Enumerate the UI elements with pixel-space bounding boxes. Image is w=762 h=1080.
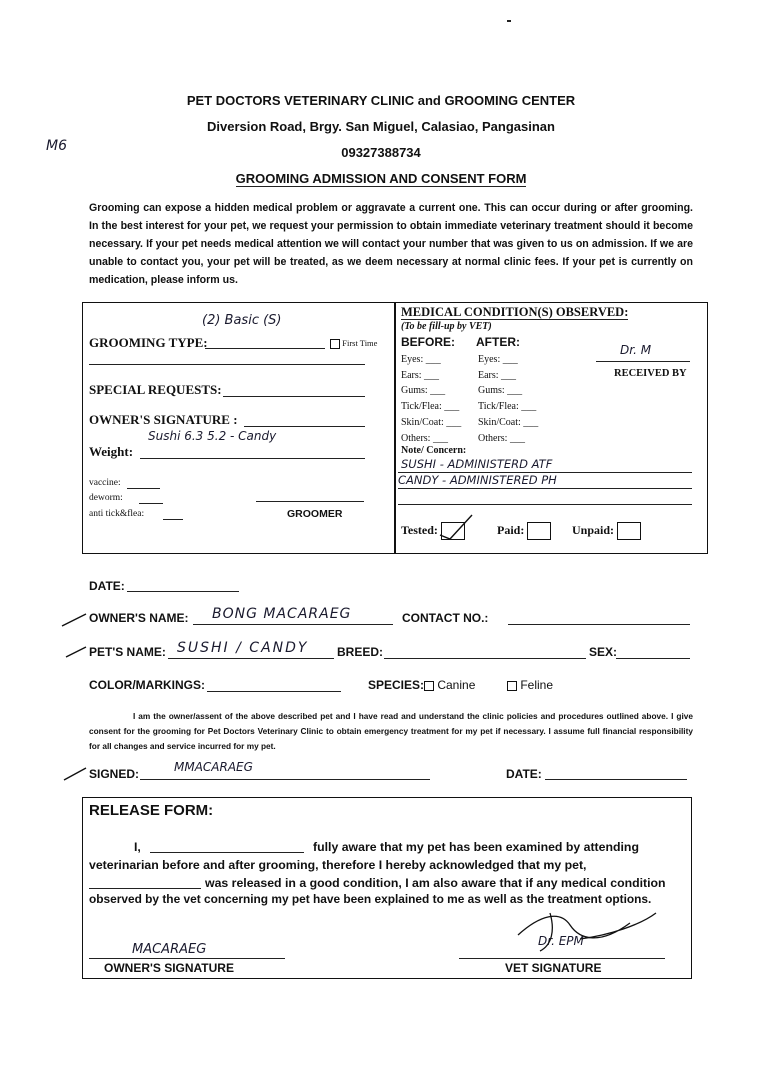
color-line[interactable] bbox=[207, 691, 341, 692]
owner-name-label: OWNER'S NAME: bbox=[89, 611, 189, 625]
clinic-name: PET DOCTORS VETERINARY CLINIC and GROOMING CENTER bbox=[186, 93, 576, 108]
received-by-label: RECEIVED BY bbox=[614, 368, 687, 379]
weight-label: Weight: bbox=[89, 444, 134, 459]
special-requests-label: SPECIAL REQUESTS: bbox=[89, 382, 222, 397]
form-title-text: GROOMING ADMISSION AND CONSENT FORM bbox=[235, 171, 527, 186]
tick-mark-icon bbox=[60, 612, 88, 628]
after-skin: Skin/Coat: ___ bbox=[478, 416, 539, 428]
vet-sig-line[interactable] bbox=[459, 958, 665, 959]
tested-checkbox[interactable] bbox=[441, 522, 465, 540]
release-text-1: fully aware that my pet has been examined by attending bbox=[313, 840, 639, 854]
after-eyes: Eyes: ___ bbox=[478, 354, 518, 365]
first-time-label: First Time bbox=[342, 338, 378, 348]
margin-note: M6 bbox=[46, 138, 67, 154]
intro-paragraph: Grooming can expose a hidden medical problem or aggravate a current one. This can occur during or after grooming. In the best interest for your pet, we request your permission to obtain immediate veterinary treatment should it become necessary. If your pet needs medical attention we will contact your number that was given to us on admission. If we are unable to contact you, your pet will be treated, as we deem necessary at normal clinic fees. If your pet is currently on medication, please inform us. bbox=[89, 202, 693, 286]
note-rule-3 bbox=[398, 504, 692, 505]
deworm-label: deworm: bbox=[89, 493, 123, 503]
pet-name-label: PET'S NAME: bbox=[89, 645, 166, 659]
pet-name-line[interactable] bbox=[168, 658, 334, 659]
special-requests-line[interactable] bbox=[223, 396, 365, 397]
box-divider bbox=[394, 302, 396, 554]
contact-label: CONTACT NO.: bbox=[402, 611, 489, 625]
medical-title-text: MEDICAL CONDITION(S) OBSERVED: bbox=[401, 305, 629, 319]
owner-sig-line[interactable] bbox=[89, 958, 285, 959]
note-rule-2 bbox=[398, 488, 692, 489]
grooming-type-value: (2) Basic (S) bbox=[202, 313, 282, 328]
vet-sig-label: VET SIGNATURE bbox=[505, 961, 602, 975]
first-time-option[interactable] bbox=[330, 338, 377, 349]
clinic-address: Diversion Road, Brgy. San Miguel, Calasiao, Pangasinan bbox=[207, 119, 555, 134]
note-line-2: CANDY - ADMINISTERED PH bbox=[398, 473, 557, 487]
release-pet-line[interactable] bbox=[89, 888, 201, 889]
vet-sig-value: Dr. EPM bbox=[538, 934, 584, 948]
clinic-phone: 09327388734 bbox=[341, 145, 421, 160]
note-label: Note/ Concern: bbox=[401, 445, 467, 456]
release-i-label: I, bbox=[134, 840, 141, 854]
before-eyes: Eyes: ___ bbox=[401, 354, 441, 365]
unpaid-field[interactable] bbox=[572, 522, 641, 540]
unpaid-label: Unpaid: bbox=[572, 522, 615, 537]
canine-checkbox[interactable] bbox=[424, 681, 434, 691]
contact-line[interactable] bbox=[508, 624, 690, 625]
received-by-value: Dr. M bbox=[620, 343, 652, 357]
medical-subtitle: (To be fill-up by VET) bbox=[401, 321, 492, 332]
note-line-1: SUSHI - ADMINISTERD ATF bbox=[401, 457, 553, 471]
before-skin: Skin/Coat: ___ bbox=[401, 416, 462, 428]
tick-mark-icon bbox=[64, 645, 88, 659]
unpaid-checkbox[interactable] bbox=[617, 522, 641, 540]
deworm-line[interactable] bbox=[139, 503, 163, 504]
after-label: AFTER: bbox=[476, 335, 520, 349]
canine-option[interactable] bbox=[424, 678, 475, 692]
vet-signature-icon bbox=[510, 905, 660, 955]
before-list bbox=[401, 352, 461, 446]
groomer-label: GROOMER bbox=[287, 508, 343, 520]
consent-paragraph: I am the owner/assent of the above described pet and I have read and understand the clinic policies and procedures outlined above. I give consent for the grooming for Pet Doctors Veterinary Clinic to obtain emergency treatment for my pet if necessary. I assume full financial responsibility for all changes and service incurred for my pet. bbox=[89, 711, 693, 751]
color-label: COLOR/MARKINGS: bbox=[89, 678, 205, 692]
release-name-line[interactable] bbox=[150, 852, 304, 853]
release-text-4: observed by the vet concerning my pet have been explained to me as well as the treatment options. bbox=[89, 892, 652, 906]
signed-value: MMACARAEG bbox=[174, 760, 253, 774]
signed-label: SIGNED: bbox=[89, 767, 140, 781]
release-text-2: veterinarian before and after grooming, therefore I hereby acknowledged that my pet, bbox=[89, 858, 587, 872]
release-text-3: was released in a good condition, I am also aware that if any medical condition bbox=[205, 876, 666, 890]
owner-signature-label: OWNER'S SIGNATURE : bbox=[89, 412, 238, 427]
feline-option[interactable] bbox=[507, 678, 553, 692]
date-label: DATE: bbox=[89, 579, 125, 593]
signed-date-label: DATE: bbox=[506, 767, 542, 781]
stray-mark bbox=[507, 20, 511, 22]
canine-label: Canine bbox=[437, 678, 476, 692]
groomer-line[interactable] bbox=[256, 501, 364, 502]
release-title: RELEASE FORM: bbox=[89, 802, 214, 819]
after-ears: Ears: ___ bbox=[478, 369, 517, 381]
after-tick: Tick/Flea: ___ bbox=[478, 401, 537, 413]
feline-label: Feline bbox=[520, 678, 554, 692]
first-time-checkbox[interactable] bbox=[330, 339, 340, 349]
tick-mark-icon bbox=[62, 766, 88, 782]
before-gums: Gums: ___ bbox=[401, 385, 446, 397]
paid-field[interactable] bbox=[497, 522, 551, 540]
anti-tick-line[interactable] bbox=[163, 519, 183, 520]
weight-line bbox=[140, 458, 365, 459]
pet-name-value: SUSHI / CANDY bbox=[177, 640, 309, 656]
anti-tick-label: anti tick&flea: bbox=[89, 509, 145, 519]
received-by-line[interactable] bbox=[596, 361, 690, 362]
paid-label: Paid: bbox=[497, 522, 525, 537]
medical-title bbox=[401, 305, 628, 320]
owner-sig-label: OWNER'S SIGNATURE bbox=[104, 961, 234, 975]
checkmark-icon bbox=[436, 511, 476, 541]
owner-name-line[interactable] bbox=[193, 624, 393, 625]
signed-date-line[interactable] bbox=[545, 779, 687, 780]
breed-label: BREED: bbox=[337, 645, 384, 659]
sex-line[interactable] bbox=[616, 658, 690, 659]
owner-sig-value: MACARAEG bbox=[132, 942, 207, 957]
grooming-type-label: GROOMING TYPE: bbox=[89, 335, 208, 350]
date-line[interactable] bbox=[127, 591, 239, 592]
vaccine-label: vaccine: bbox=[89, 478, 121, 488]
species-label: SPECIES: bbox=[368, 678, 425, 692]
after-list bbox=[478, 352, 538, 446]
grooming-type-line bbox=[205, 348, 325, 349]
owner-name-value: BONG MACARAEG bbox=[212, 606, 352, 622]
vaccine-line[interactable] bbox=[127, 488, 160, 489]
form-title bbox=[0, 171, 762, 186]
tested-label: Tested: bbox=[401, 522, 438, 537]
sex-label: SEX: bbox=[589, 645, 618, 659]
grooming-extra-line bbox=[89, 364, 365, 365]
signed-line[interactable] bbox=[140, 779, 430, 780]
tested-field[interactable] bbox=[401, 522, 465, 540]
feline-checkbox[interactable] bbox=[507, 681, 517, 691]
after-others: Others: ___ bbox=[478, 432, 525, 444]
owner-signature-line[interactable] bbox=[244, 426, 365, 427]
breed-line[interactable] bbox=[384, 658, 586, 659]
before-tick: Tick/Flea: ___ bbox=[401, 401, 460, 413]
before-ears: Ears: ___ bbox=[401, 369, 440, 381]
before-label: BEFORE: bbox=[401, 335, 455, 349]
weight-value: Sushi 6.3 5.2 - Candy bbox=[148, 429, 277, 443]
after-gums: Gums: ___ bbox=[478, 385, 523, 397]
paid-checkbox[interactable] bbox=[527, 522, 551, 540]
before-others: Others: ___ bbox=[401, 432, 448, 444]
